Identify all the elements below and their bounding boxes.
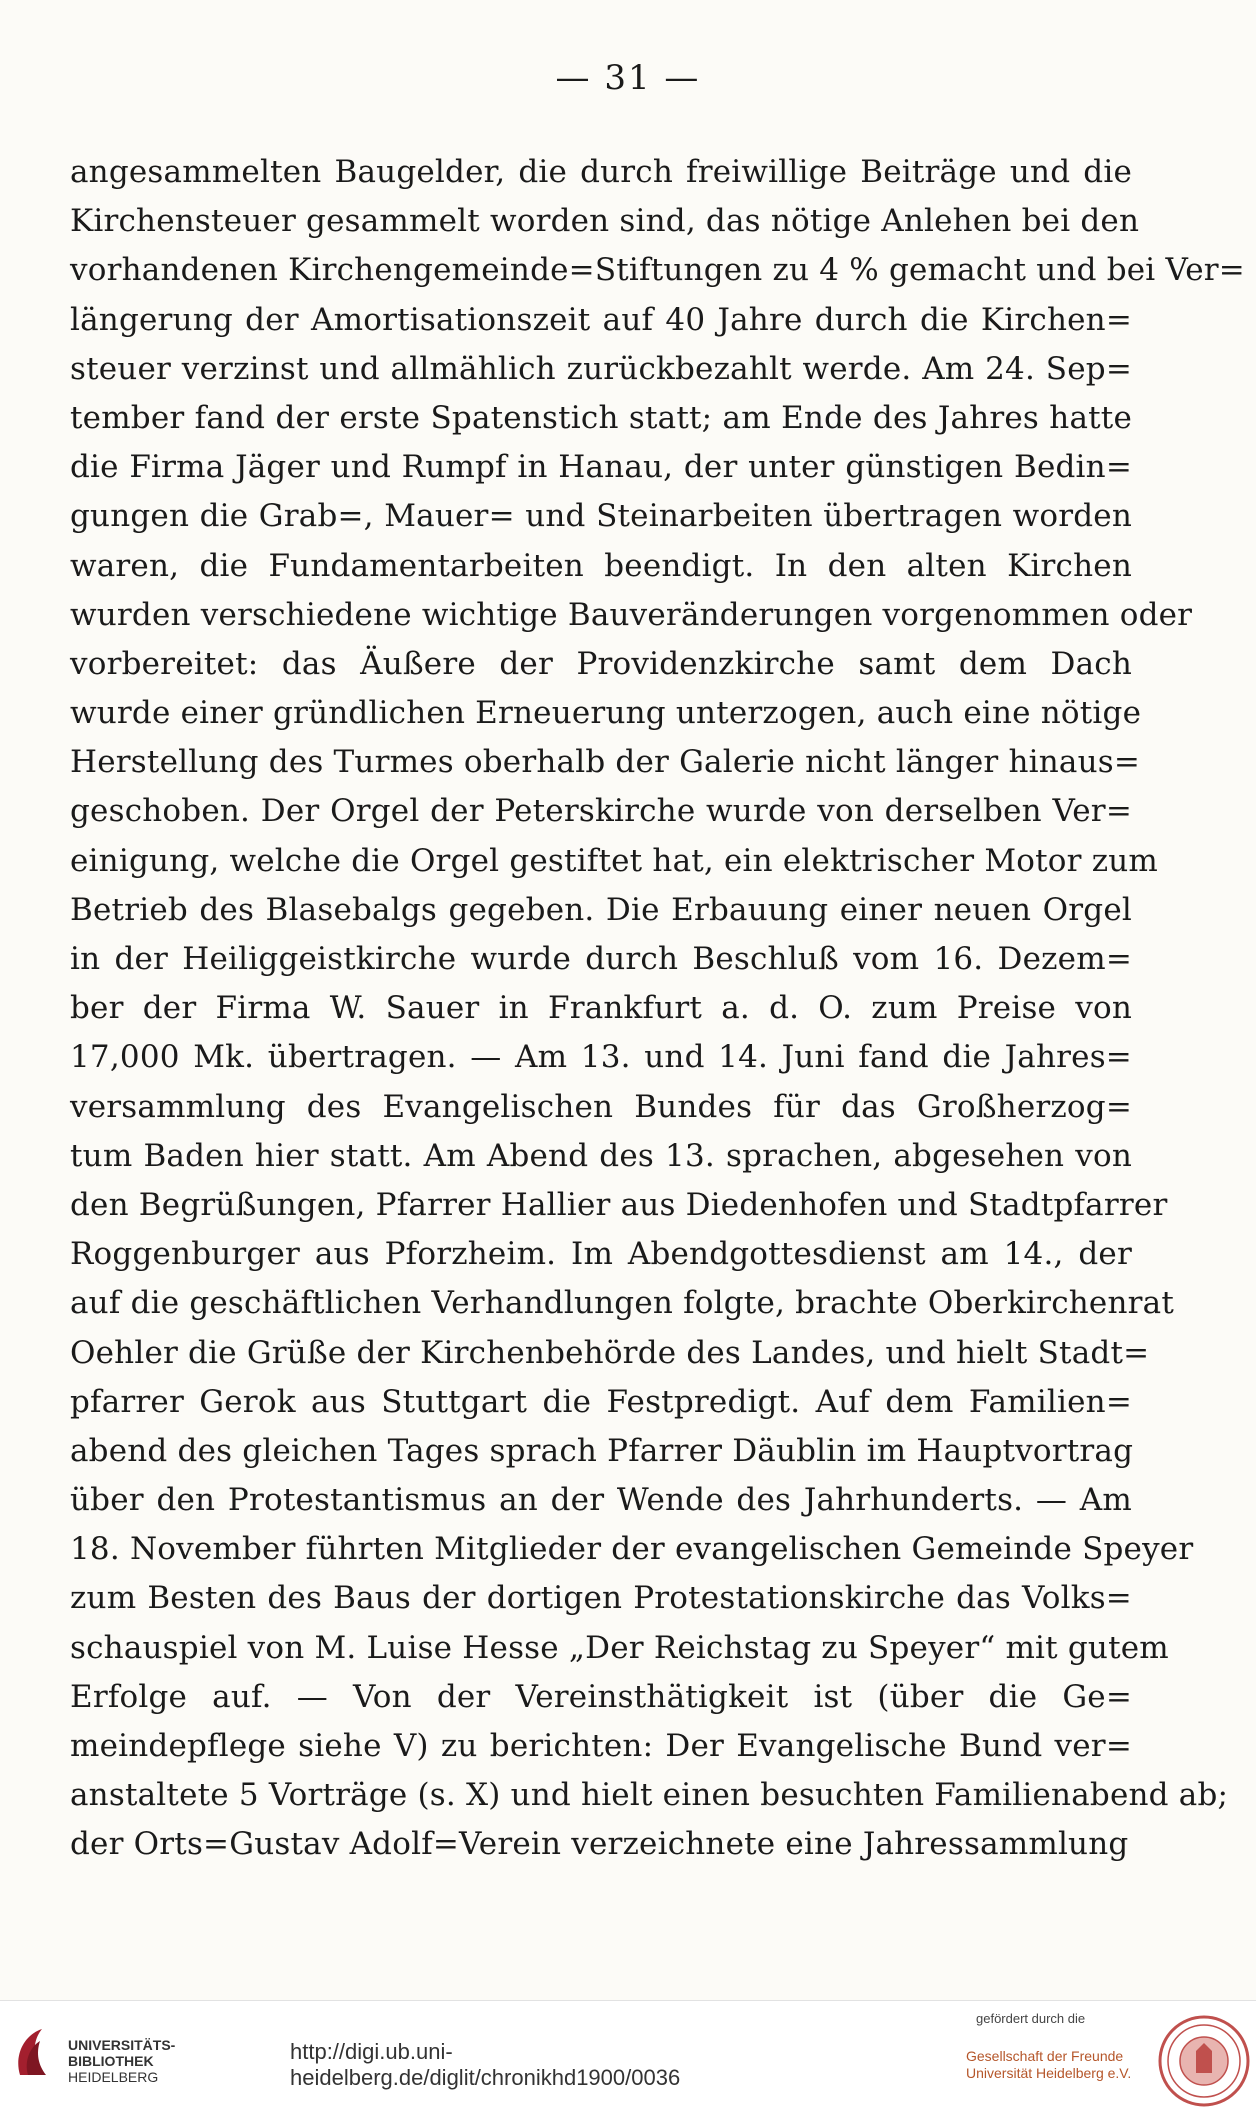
text-line: zum Besten des Baus der dortigen Protestationskirche das Volks= — [70, 1580, 1132, 1617]
text-line: den Begrüßungen, Pfarrer Hallier aus Diedenhofen und Stadtpfarrer — [70, 1186, 1168, 1223]
text-line: meindepflege siehe V) zu berichten: Der Evangelische Bund ver= — [70, 1728, 1132, 1764]
library-name-line2: BIBLIOTHEK — [68, 2053, 154, 2069]
text-line: abend des gleichen Tages sprach Pfarrer Däublin im Hauptvortrag — [70, 1432, 1134, 1469]
footer-bar — [0, 2000, 1256, 2124]
text-line: in der Heiliggeistkirche wurde durch Beschluß vom 16. Dezem= — [70, 941, 1132, 977]
sponsor-name-line1: Gesellschaft der Freunde — [966, 2048, 1124, 2064]
text-line: steuer verzinst und allmählich zurückbezahlt werde. Am 24. Sep= — [70, 350, 1132, 387]
text-line: wurden verschiedene wichtige Bauveränderungen vorgenommen oder — [70, 596, 1193, 633]
text-line: tum Baden hier statt. Am Abend des 13. sprachen, abgesehen von — [70, 1137, 1132, 1174]
library-name-line3: HEIDELBERG — [68, 2069, 159, 2085]
text-line: längerung der Amortisationszeit auf 40 Jahre durch die Kirchen= — [70, 301, 1132, 338]
text-line: pfarrer Gerok aus Stuttgart die Festpredigt. Auf dem Familien= — [70, 1383, 1132, 1420]
university-library-logo[interactable] — [12, 2021, 176, 2101]
text-line: anstaltete 5 Vorträge (s. X) und hielt einen besuchten Familienabend ab; — [70, 1777, 1229, 1814]
text-line: über den Protestantismus an der Wende des Jahrhunderts. — Am — [70, 1482, 1132, 1519]
text-line: waren, die Fundamentarbeiten beendigt. In den alten Kirchen — [70, 547, 1132, 584]
text-line: Oehler die Grüße der Kirchenbehörde des Landes, und hielt Stadt= — [70, 1334, 1150, 1371]
permalink-url[interactable]: http://digi.ub.uni-heidelberg.de/diglit/chronikhd1900/0036 — [290, 2039, 681, 2090]
text-line: der Orts=Gustav Adolf=Verein verzeichnete eine Jahressammlung — [70, 1826, 1129, 1863]
library-name-line1: UNIVERSITÄTS- — [68, 2037, 176, 2053]
text-line: Erfolge auf. — Von der Vereinsthätigkeit ist (über die Ge= — [70, 1678, 1132, 1715]
text-line: 17,000 Mk. übertragen. — Am 13. und 14. Juni fand die Jahres= — [70, 1039, 1132, 1076]
sponsor-name-line2: Universität Heidelberg e.V. — [966, 2065, 1132, 2081]
text-line: Kirchensteuer gesammelt worden sind, das nötige Anlehen bei den — [70, 203, 1140, 240]
text-line: Roggenburger aus Pforzheim. Im Abendgottesdienst am 14., der — [70, 1236, 1132, 1273]
library-emblem-icon — [12, 2025, 52, 2081]
text-line: vorbereitet: das Äußere der Providenzkirche samt dem Dach — [70, 645, 1132, 682]
text-line: schauspiel von M. Luise Hesse „Der Reichstag zu Speyer“ mit gutem — [70, 1629, 1169, 1666]
text-line: Betrieb des Blasebalgs gegeben. Die Erbauung einer neuen Orgel — [70, 891, 1132, 928]
text-line: ber der Firma W. Sauer in Frankfurt a. d. O. zum Preise von — [70, 990, 1132, 1027]
page-number: — 31 — — [555, 58, 701, 98]
text-line: wurde einer gründlichen Erneuerung unterzogen, auch eine nötige — [70, 695, 1142, 732]
university-seal-icon — [1156, 2013, 1252, 2109]
body-text — [70, 148, 1245, 1870]
sponsor-credit[interactable] — [966, 2011, 1156, 2082]
text-line: tember fand der erste Spatenstich statt; am Ende des Jahres hatte — [70, 399, 1132, 436]
text-line: vorhandenen Kirchengemeinde=Stiftungen zu 4 % gemacht und bei Ver= — [70, 252, 1245, 289]
text-line: geschoben. Der Orgel der Peterskirche wurde von derselben Ver= — [70, 793, 1132, 830]
text-line: 18. November führten Mitglieder der evangelischen Gemeinde Speyer — [70, 1531, 1194, 1568]
text-line: angesammelten Baugelder, die durch freiwillige Beiträge und die — [70, 154, 1132, 190]
text-line: versammlung des Evangelischen Bundes für das Großherzog= — [70, 1088, 1132, 1125]
text-line: auf die geschäftlichen Verhandlungen folgte, brachte Oberkirchenrat — [70, 1285, 1174, 1322]
sponsor-by-label: gefördert durch die — [976, 2011, 1086, 2026]
text-line: gungen die Grab=, Mauer= und Steinarbeiten übertragen worden — [70, 498, 1132, 535]
text-line: einigung, welche die Orgel gestiftet hat, ein elektrischer Motor zum — [70, 842, 1159, 879]
text-line: Herstellung des Turmes oberhalb der Galerie nicht länger hinaus= — [70, 744, 1141, 781]
text-line: die Firma Jäger und Rumpf in Hanau, der unter günstigen Bedin= — [70, 449, 1132, 486]
